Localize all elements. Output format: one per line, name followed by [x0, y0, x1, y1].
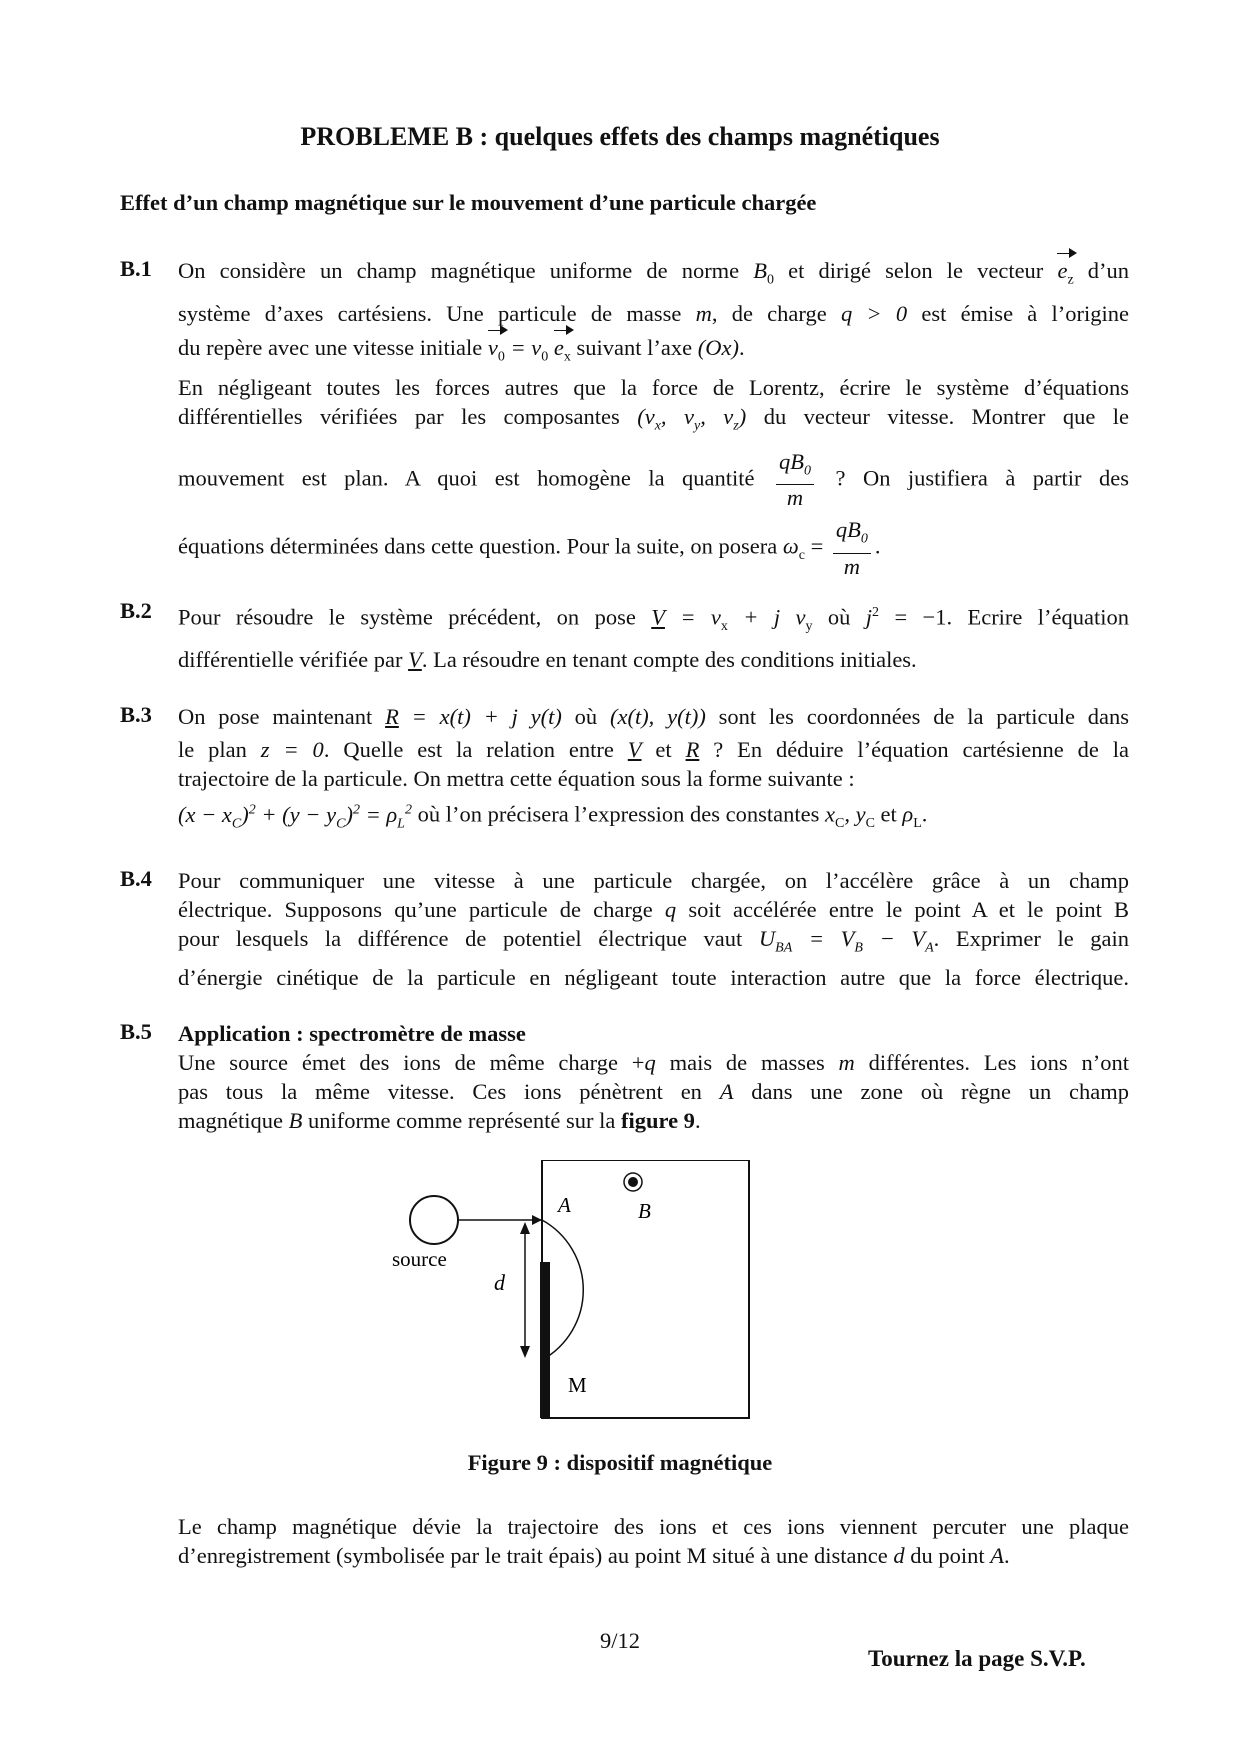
b1-line-2: système d’axes cartésiens. Une particule de masse m, de charge q > 0 est émise à l’origine	[178, 300, 1129, 326]
figure-9-diagram	[390, 1160, 790, 1440]
b1-line-7: équations déterminées dans cette question. Pour la suite, on posera $\omega_c$ = $\frac{qB_0}{m}$ .	[178, 517, 881, 579]
question-b4	[178, 866, 1129, 992]
source-label: source	[392, 1247, 447, 1271]
b4-line-1: Pour communiquer une vitesse à une particule chargée, on l’accélère grâce à un champ	[178, 868, 1129, 893]
point-A-label: A	[558, 1193, 571, 1217]
b1-line-6: mouvement est plan. A quoi est homogène la quantité $\frac{qB_0}{m}$ ? On justifiera à partir des	[178, 448, 1129, 510]
closing-line-2: d’enregistrement (symbolisée par le trait épais) au point M situé à une distance d du point A.	[178, 1543, 1010, 1568]
b1-line-5: différentielles vérifiées par les composantes ($v_x$, $v_y$, $v_z$) du vecteur vitesse. Montrer que le	[178, 404, 1130, 434]
distance-d-label: d	[494, 1270, 505, 1295]
field-B-label: B	[638, 1199, 651, 1223]
question-b5	[178, 1019, 1129, 1135]
b5-line-1: Une source émet des ions de même charge +q mais de masses m différentes. Les ions n’ont	[178, 1050, 1130, 1075]
recording-plate	[540, 1262, 550, 1418]
b3-line-3: trajectoire de la particule. On mettra cette équation sous la forme suivante :	[178, 766, 855, 791]
ion-source-circle	[410, 1196, 458, 1244]
b3-line-4: $(x - x_C)^2 + (y - y_C)^2 = \rho_L^2$ où l’on précisera l’expression des constantes $x_C$, $y_C$ et $\rho_L$.	[178, 801, 928, 831]
arrow-head-d-bottom	[520, 1346, 530, 1358]
closing-paragraph	[178, 1512, 1129, 1570]
section-heading: Effet d’un champ magnétique sur le mouvement d’une particule chargée	[120, 190, 817, 215]
b4-line-3: pour lesquels la différence de potentiel électrique vaut $U_{BA} = V_B - V_A$. Exprimer le gain	[178, 926, 1130, 956]
point-M-label: M	[568, 1373, 587, 1397]
b5-heading: Application : spectromètre de masse	[178, 1021, 526, 1046]
question-label-b5: B.5	[120, 1019, 152, 1044]
b2-line-2: différentielle vérifiée par V. La résoudre en tenant compte des conditions initiales.	[178, 647, 917, 672]
question-label-b3: B.3	[120, 702, 152, 727]
closing-line-1: Le champ magnétique dévie la trajectoire des ions et ces ions viennent percuter une plaque	[178, 1514, 1129, 1539]
b5-line-2: pas tous la même vitesse. Ces ions pénètrent en A dans une zone où règne un champ	[178, 1079, 1130, 1104]
b2-line-1: Pour résoudre le système précédent, on pose $V = v_x + j$ $v_y$ où $j^2 = -1$. Ecrire l’équation	[178, 604, 1130, 634]
b4-line-2: électrique. Supposons qu’une particule de charge q soit accélérée entre le point A et le point B	[178, 897, 1130, 922]
b3-line-2: le plan z = 0. Quelle est la relation entre V et R ? En déduire l’équation cartésienne de la	[178, 737, 1129, 762]
question-label-b4: B.4	[120, 866, 152, 891]
field-dot-icon	[628, 1177, 638, 1187]
page-number: 9/12	[600, 1628, 641, 1653]
figure-caption: Figure 9 : dispositif magnétique	[467, 1450, 773, 1475]
arrow-head-entry	[532, 1215, 542, 1225]
question-b3	[178, 702, 1129, 838]
page-title: PROBLEME B : quelques effets des champs magnétiques	[300, 122, 940, 151]
question-b2	[178, 598, 1129, 674]
b3-line-1: On pose maintenant R = x(t) + j y(t) où (x(t), y(t)) sont les coordonnées de la particule dans	[178, 704, 1130, 729]
fraction-omega-c: $\frac{qB_0}{m}$	[833, 517, 871, 580]
question-label-b1: B.1	[120, 256, 152, 281]
b5-line-3: magnétique B uniforme comme représenté sur la figure 9.	[178, 1108, 701, 1133]
arrow-head-d-top	[520, 1222, 530, 1234]
fraction-qB0-m: $\frac{qB_0}{m}$	[776, 449, 814, 512]
b1-line-4: En négligeant toutes les forces autres que la force de Lorentz, écrire le système d’équations	[178, 375, 1129, 400]
b1-line-1: On considère un champ magnétique uniforme de norme $B_0$ et dirigé selon le vecteur $e_z$ d’un	[178, 256, 1129, 295]
b4-line-4: d’énergie cinétique de la particule en négligeant toute interaction autre que la force électrique.	[178, 964, 1129, 990]
b1-line-3: du repère avec une vitesse initiale $v_0 = v_0$ $e_x$ suivant l’axe (Ox).	[178, 333, 1129, 372]
turn-page-note: Tournez la page S.V.P.	[868, 1646, 1086, 1671]
question-label-b2: B.2	[120, 598, 152, 623]
question-b1	[178, 256, 1129, 580]
